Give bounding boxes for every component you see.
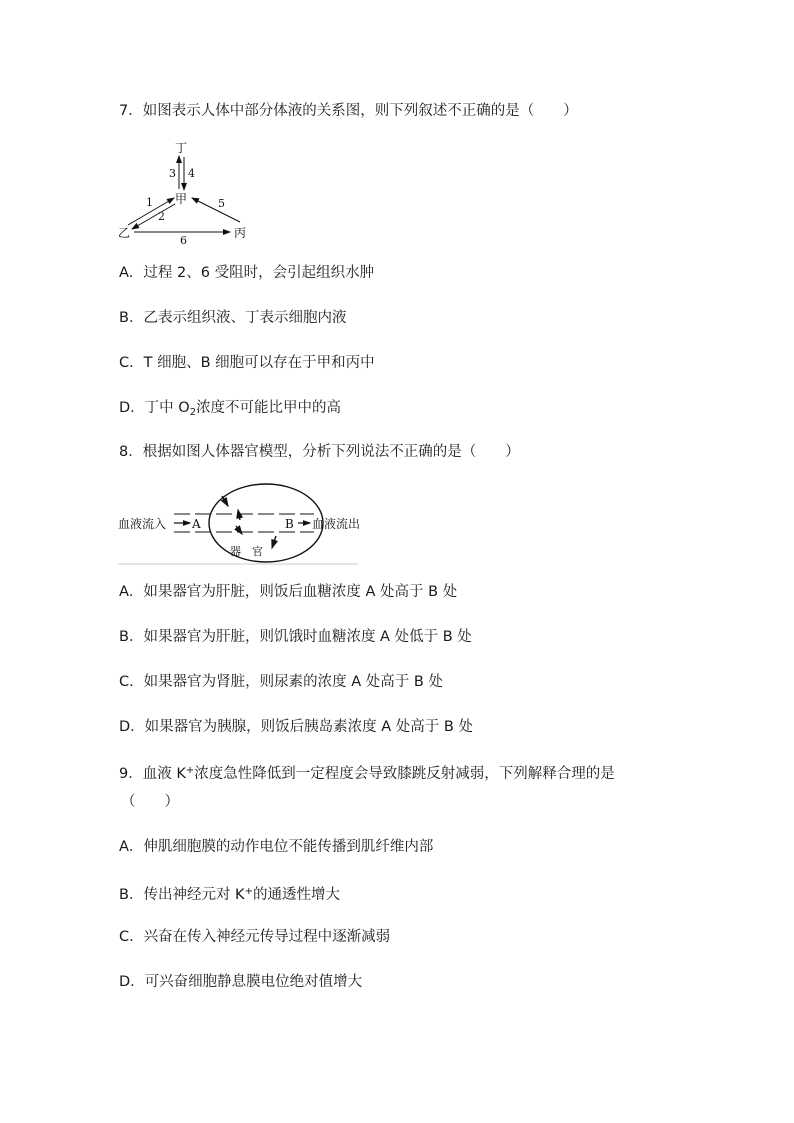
q9-option-a: A．伸肌细胞膜的动作电位不能传播到肌纤维内部 xyxy=(119,839,434,855)
point-b-label: B xyxy=(285,517,294,531)
question-7-stem: 7．如图表示人体中部分体液的关系图，则下列叙述不正确的是（ ） xyxy=(119,103,578,119)
q8-option-d: D．如果器官为胰腺，则饭后胰岛素浓度 A 处高于 B 处 xyxy=(119,719,473,735)
arrow-label-6: 6 xyxy=(180,234,187,246)
node-jia: 甲 xyxy=(175,192,188,206)
q7-option-d: D．丁中 $O_2$浓度不可能比甲中的高 xyxy=(119,400,342,418)
point-a-label: A xyxy=(192,517,201,531)
organ-model-diagram xyxy=(118,480,363,566)
q7-option-a: A．过程 2、6 受阻时，会引起组织水肿 xyxy=(119,265,375,281)
node-ding: 丁 xyxy=(175,141,188,155)
arrow-label-2: 2 xyxy=(158,210,165,223)
arrow-label-1: 1 xyxy=(146,196,153,209)
q9-option-c: C．兴奋在传入神经元传导过程中逐渐减弱 xyxy=(119,929,391,945)
q8-option-b: B．如果器官为肝脏，则饥饿时血糖浓度 A 处低于 B 处 xyxy=(119,629,472,645)
q8-option-a: A．如果器官为肝脏，则饭后血糖浓度 A 处高于 B 处 xyxy=(119,584,458,600)
organ-label: 器 官 xyxy=(230,545,263,558)
arrow-label-4: 4 xyxy=(188,167,195,180)
q9-option-b: B．传出神经元对 K+的通透性增大 xyxy=(119,886,340,903)
q8-option-c: C．如果器官为肾脏，则尿素的浓度 A 处高于 B 处 xyxy=(119,674,443,690)
node-yi: 乙 xyxy=(118,226,131,240)
q7-option-b: B．乙表示组织液、丁表示细胞内液 xyxy=(119,310,347,326)
blood-out-label: 血液流出 xyxy=(312,517,361,531)
question-9-stem-continued: （ ） xyxy=(121,794,179,810)
q9-option-d: D．可兴奋细胞静息膜电位绝对值增大 xyxy=(119,974,363,990)
question-8-stem: 8．根据如图人体器官模型，分析下列说法不正确的是（ ） xyxy=(119,444,520,460)
q7-option-c: C．T 细胞、B 细胞可以存在于甲和丙中 xyxy=(119,355,375,371)
body-fluid-diagram xyxy=(118,140,258,246)
question-9-stem: 9．血液 K+浓度急性降低到一定程度会导致膝跳反射减弱，下列解释合理的是 xyxy=(119,765,615,782)
arrow-label-5: 5 xyxy=(218,197,225,210)
node-bing: 丙 xyxy=(234,226,247,240)
blood-in-label: 血液流入 xyxy=(118,517,167,531)
arrow-label-3: 3 xyxy=(169,167,176,180)
